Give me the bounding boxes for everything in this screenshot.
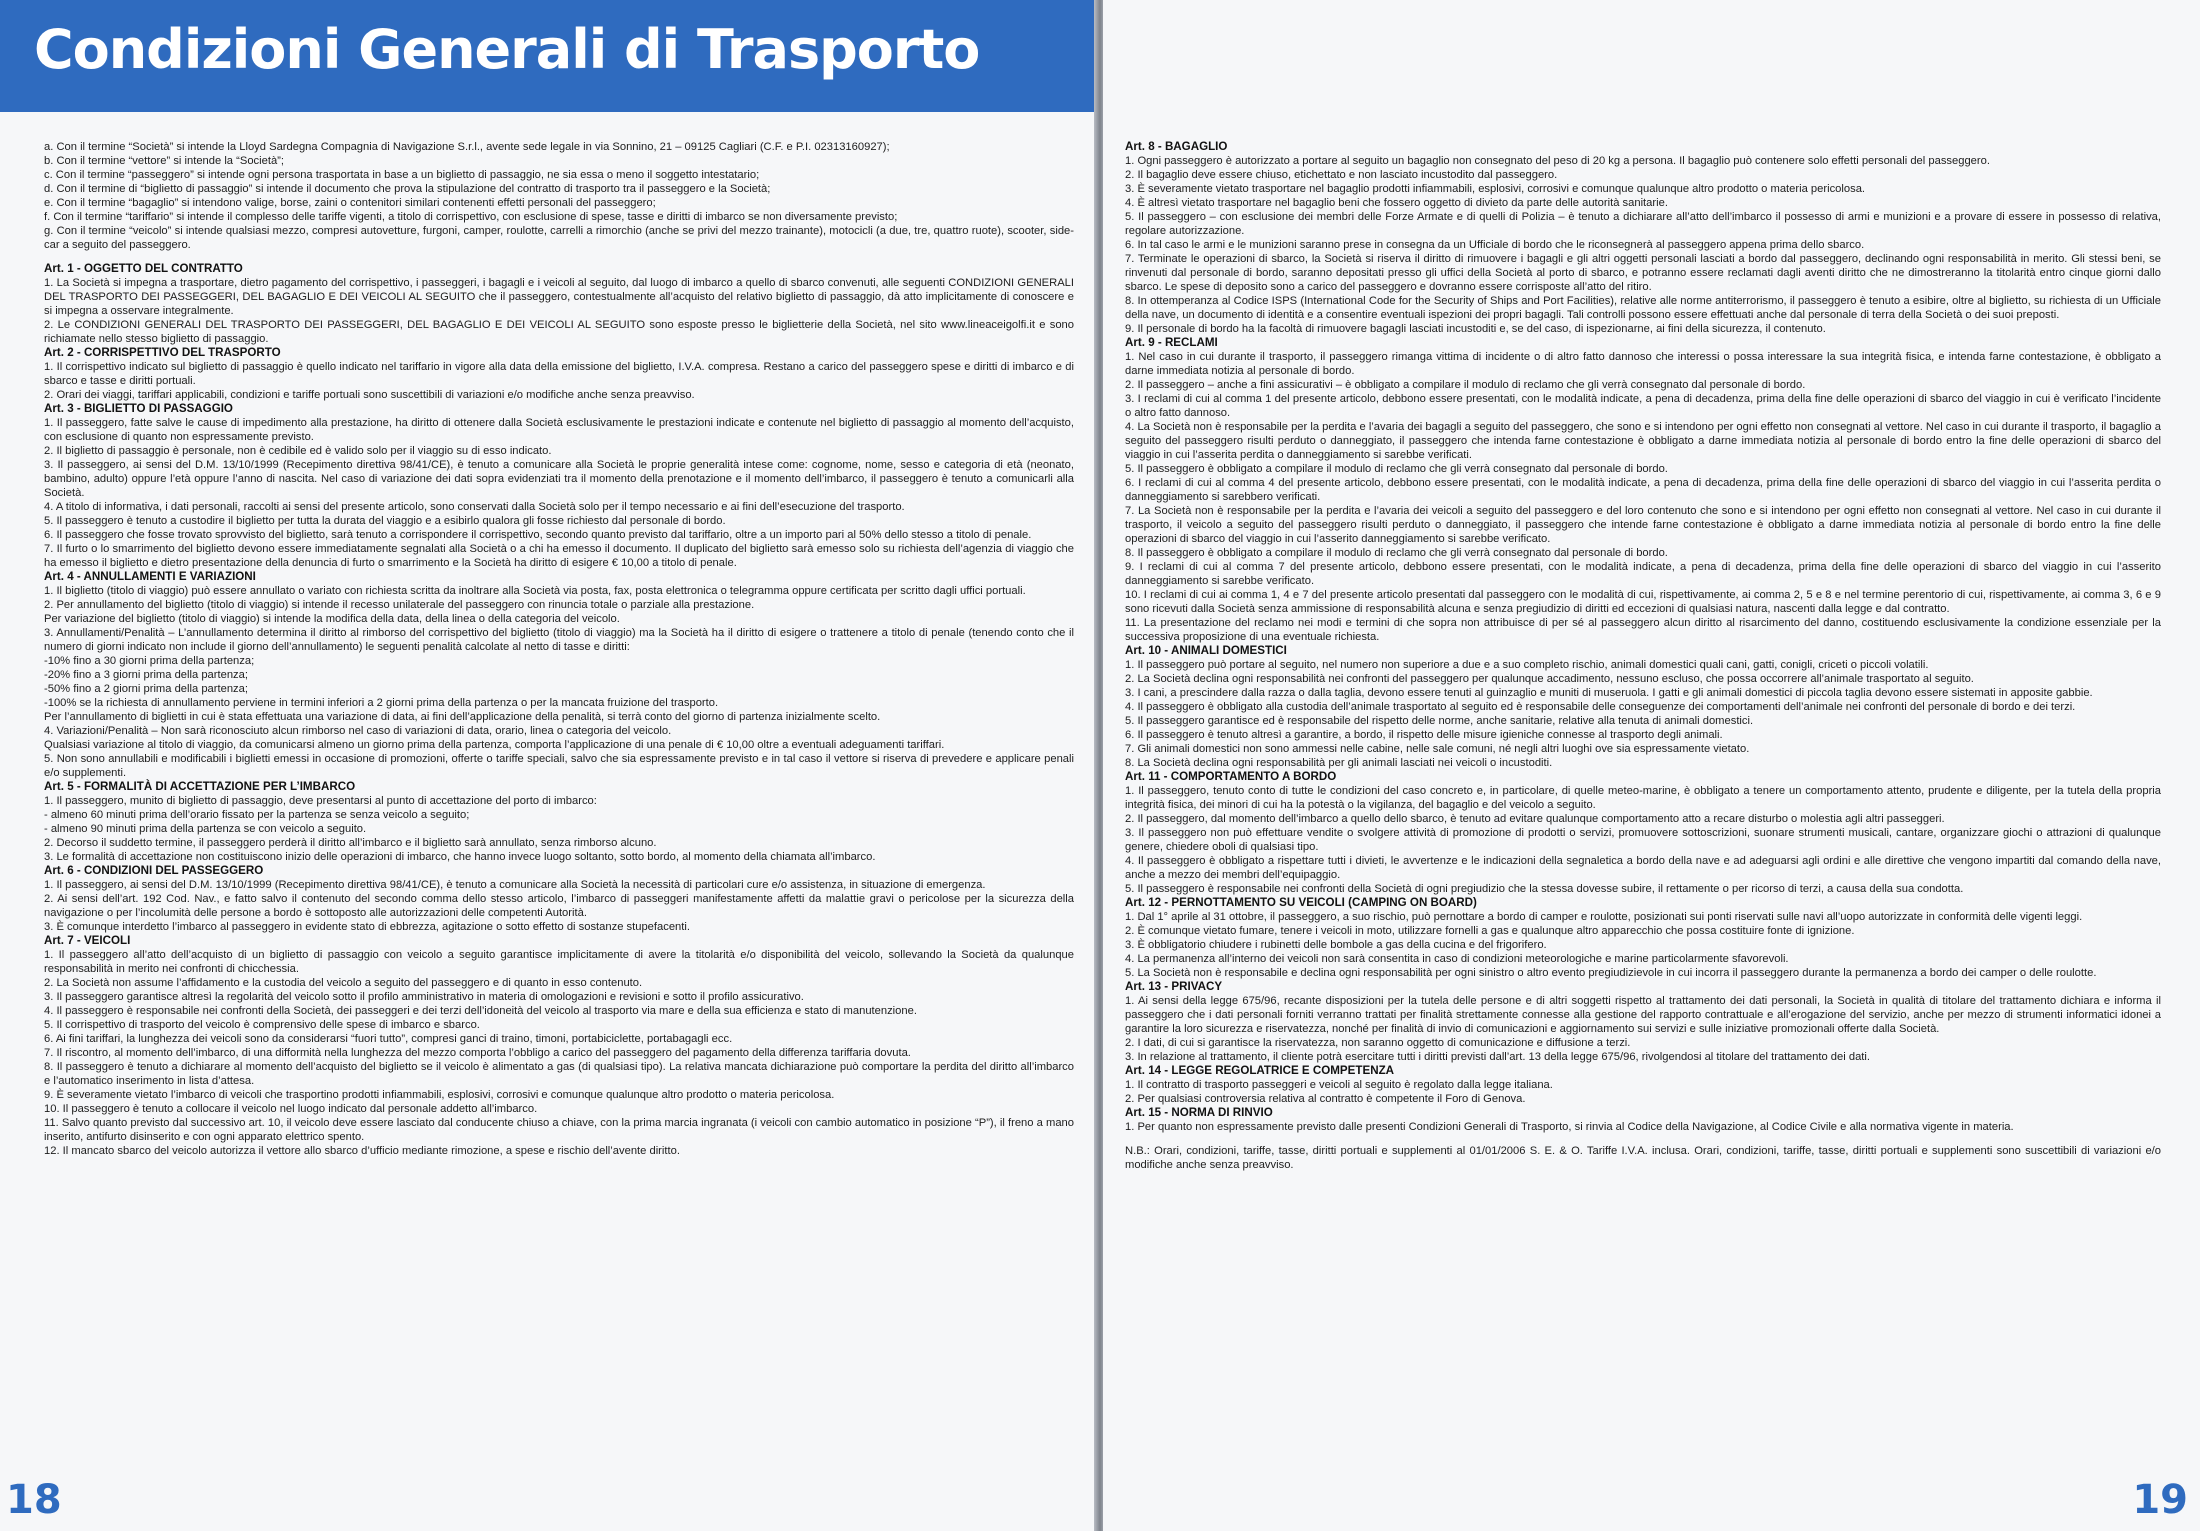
article-paragraph: 6. I reclami di cui al comma 4 del presente articolo, debbono essere presentati, con le modalità indicate, a pena di decadenza, prima della fine delle operazioni di sbarco del viaggio in cui l’asserita perdita o danneggiamento si sarebbero verificati.: [1125, 477, 2161, 503]
article-paragraph: 2. Le CONDIZIONI GENERALI DEL TRASPORTO DEI PASSEGGERI, DEL BAGAGLIO E DEI VEICOLI AL SEGUITO sono esposte presso le biglietterie della Società, nel sito www.lineaceigolfi.it e sono richiamate nello stesso biglietto di passaggio.: [44, 319, 1074, 345]
article-paragraph: 7. La Società non è responsabile per la perdita e l’avaria dei veicoli a seguito del passeggero e del loro contenuto che sono e si intendono per ogni effetto non consegnati al vettore. Nel caso in cui durante il trasporto, il veicolo a seguito del passeggero risulti perduto o danneggiato, il passeggero che intende farne contestazione è obbligato a darne immediata notizia al personale di bordo entro la fine delle operazioni di sbarco del viaggio in cui l’asserito danneggiamento si sarebbe verificato.: [1125, 505, 2161, 545]
article-paragraph: 1. Il passeggero, tenuto conto di tutte le condizioni del caso concreto e, in particolare, di quelle meteo-marine, è obbligato a tenere un comportamento attento, prudente e diligente, per la tutela della propria integrità fisica, dei minori di cui ha la potestà o la vigilanza, del bagaglio e del veicolo a seguito.: [1125, 785, 2161, 811]
article-paragraph: 3. È comunque interdetto l’imbarco al passeggero in evidente stato di ebbrezza, agitazione o sotto effetto di sostanze stupefacenti.: [44, 921, 690, 933]
article-heading: Art. 2 - CORRISPETTIVO DEL TRASPORTO: [44, 346, 281, 359]
article-paragraph: 4. Il passeggero è obbligato a rispettare tutti i divieti, le avvertenze e le indicazioni della segnaletica a bordo della nave e ad adeguarsi agli ordini e alle direttive che vengono impartiti dal comando della nave, anche a mezzo dei membri dell’equipaggio.: [1125, 855, 2161, 881]
title-banner: [0, 0, 1097, 112]
article-paragraph: 2. Per annullamento del biglietto (titolo di viaggio) si intende il recesso unilaterale del passeggero con rinuncia totale o parziale alla prestazione.: [44, 599, 755, 611]
article-heading: Art. 13 - PRIVACY: [1125, 980, 1223, 993]
article-paragraph: 4. Il passeggero è responsabile nei confronti della Società, dei passeggeri e dei terzi dell’idoneità del veicolo al trasporto via mare e della sua efficienza e stato di manutenzione.: [44, 1005, 917, 1017]
article-paragraph: - almeno 90 minuti prima della partenza se con veicolo a seguito.: [44, 823, 367, 835]
article-paragraph: 7. Il furto o lo smarrimento del biglietto devono essere immediatamente segnalati alla Società o a chi ha emesso il documento. Il duplicato del biglietto sarà emesso solo su richiesta dell’agenzia di viaggio che ha emesso il biglietto e dietro presentazione della denuncia di furto o smarrimento e la Società ha diritto di esigere € 10,00 a titolo di penale.: [44, 543, 1074, 569]
spacer: [44, 252, 1074, 262]
article-paragraph: 4. Il passeggero è obbligato alla custodia dell’animale trasportato al seguito ed è responsabile delle conseguenze dei comportamenti dell’animale nei confronti del personale di bordo e dei terzi.: [1125, 701, 2076, 713]
article-paragraph: 2. Decorso il suddetto termine, il passeggero perderà il diritto all’imbarco e il biglietto sarà annullato, senza rimborso alcuno.: [44, 837, 657, 849]
article-paragraph: 5. Il passeggero – con esclusione dei membri delle Forze Armate e di quelli di Polizia – è tenuto a dichiarare all’atto dell’imbarco il possesso di armi e munizioni e a provare di essere in possesso di relativa, regolare autorizzazione.: [1125, 211, 2161, 237]
definition-item: e. Con il termine “bagaglio” si intendono valige, borse, zaini o contenitori similari contenenti effetti personali del passeggero;: [44, 197, 656, 209]
article-paragraph: 8. In ottemperanza al Codice ISPS (International Code for the Security of Ships and Port Facilities), relative alle norme antiterrorismo, il passeggero è tenuto a esibire, oltre al biglietto, su richiesta di un Ufficiale della nave, un documento di identità e a consentire eventuali ispezioni dei propri bagagli. Tali controlli possono essere effettuati anche dal personale di terra della Società o dei suoi preposti.: [1125, 295, 2161, 321]
article-paragraph: 2. Il passeggero, dal momento dell’imbarco a quello dello sbarco, è tenuto ad evitare qualunque comportamento atto a recare disturbo o molestia agli altri passeggeri.: [1125, 813, 1945, 825]
article-paragraph: 3. Annullamenti/Penalità – L’annullamento determina il diritto al rimborso del corrispettivo del biglietto (titolo di viaggio) ma la Società ha il diritto di esigere o trattenere a titolo di penale (tenendo conto che il numero di giorni indicato non include il giorno dell’annullamento) le seguenti penalità calcolate al netto di tasse e diritti:: [44, 627, 1074, 653]
definition-item: g. Con il termine “veicolo” si intende qualsiasi mezzo, compresi autovetture, furgoni, camper, roulotte, carrelli a rimorchio (anche se privi del mezzo trainante), motocicli (a due, tre, quattro ruote), scooter, side-car a seguito del passeggero.: [44, 225, 1074, 251]
article-paragraph: -50% fino a 2 giorni prima della partenza;: [44, 683, 248, 695]
article-heading: Art. 7 - VEICOLI: [44, 934, 131, 947]
definition-item: f. Con il termine “tariffario” si intende il complesso delle tariffe vigenti, a titolo di corrispettivo, con esclusione di spese, tasse e diritti di imbarco se non diversamente previsto;: [44, 211, 898, 223]
article-heading: Art. 6 - CONDIZIONI DEL PASSEGGERO: [44, 864, 264, 877]
footnote-nb: N.B.: Orari, condizioni, tariffe, tasse, diritti portuali e supplementi al 01/01/2006 S. E. & O. Tariffe I.V.A. inclusa. Orari, condizioni, tariffe, tasse, diritti portuali e supplementi sono suscettibili di variazioni e/o modifiche anche senza preavviso.: [1125, 1145, 2161, 1171]
article-paragraph: 6. In tal caso le armi e le munizioni saranno prese in consegna da un Ufficiale di bordo che le riconsegnerà al passeggero appena prima dello sbarco.: [1125, 239, 1865, 251]
right-column: [1125, 140, 2161, 1172]
article-heading: Art. 8 - BAGAGLIO: [1125, 140, 1228, 153]
article-paragraph: 7. Gli animali domestici non sono ammessi nelle cabine, nelle sale comuni, né negli altri luoghi ove sia espressamente vietato.: [1125, 743, 1750, 755]
article-paragraph: 2. Il bagaglio deve essere chiuso, etichettato e non lasciato incustodito dal passeggero.: [1125, 169, 1558, 181]
article-paragraph: 2. Il passeggero – anche a fini assicurativi – è obbligato a compilare il modulo di reclamo che gli verrà consegnato dal personale di bordo.: [1125, 379, 1806, 391]
article-paragraph: 9. È severamente vietato l’imbarco di veicoli che trasportino prodotti infiammabili, esplosivi, corrosivi e comunque qualunque altro prodotto o materia pericolosa.: [44, 1089, 835, 1101]
page-number: 19: [2132, 1477, 2188, 1523]
definition-item: b. Con il termine “vettore” si intende la “Società”;: [44, 155, 285, 167]
article-paragraph: 2. La Società non assume l’affidamento e la custodia del veicolo a seguito del passeggero e di quanto in esso contenuto.: [44, 977, 643, 989]
article-paragraph: 5. Il passeggero è responsabile nei confronti della Società di ogni pregiudizio che la stessa dovesse subire, il rettamente o per ricorso di terzi, a causa della sua condotta.: [1125, 883, 1964, 895]
article-paragraph: 3. In relazione al trattamento, il cliente potrà esercitare tutti i diritti previsti dall’art. 13 della legge 675/96, rivolgendosi al titolare del trattamento dei dati.: [1125, 1051, 1870, 1063]
article-paragraph: 5. Il passeggero è tenuto a custodire il biglietto per tutta la durata del viaggio e a esibirlo qualora gli fosse richiesto dal personale di bordo.: [44, 515, 726, 527]
article-paragraph: 1. Il passeggero può portare al seguito, nel numero non superiore a due e a suo completo rischio, animali domestici quali cani, gatti, conigli, criceti o piccoli volatili.: [1125, 659, 1929, 671]
article-paragraph: 11. La presentazione del reclamo nei modi e termini di che sopra non attribuisce di per sé al passeggero alcun diritto al risarcimento del danno, costituendo esclusivamente la condizione essenziale per la successiva proposizione di una eventuale richiesta.: [1125, 617, 2161, 643]
article-heading: Art. 15 - NORMA DI RINVIO: [1125, 1106, 1273, 1119]
article-heading: Art. 3 - BIGLIETTO DI PASSAGGIO: [44, 402, 233, 415]
article-heading: Art. 10 - ANIMALI DOMESTICI: [1125, 644, 1287, 657]
article-paragraph: 1. Dal 1° aprile al 31 ottobre, il passeggero, a suo rischio, può pernottare a bordo di camper e roulotte, posizionati sui ponti riservati sulle navi all’uopo autorizzate in conformità delle vigenti leggi.: [1125, 911, 2083, 923]
article-paragraph: 10. I reclami di cui ai comma 1, 4 e 7 del presente articolo presentati dal passeggero con le modalità di cui, rispettivamente, ai comma 2, 5 e 8 e nel termine perentorio di cui, rispettivamente, ai comma 3, 6 e 9 sono ricevuti dalla Società senza ammissione di responsabilità alcuna e senza pregiudizio di diritti ed eccezioni di qualsiasi natura, nascenti dalla legge e dal contratto.: [1125, 589, 2161, 615]
article-paragraph: 2. La Società declina ogni responsabilità nei confronti del passeggero per qualunque accadimento, nessuno escluso, che possa occorrere all’animale trasportato al seguito.: [1125, 673, 1974, 685]
article-paragraph: 4. A titolo di informativa, i dati personali, raccolti ai sensi del presente articolo, sono conservati dalla Società solo per il tempo necessario e ai fini dell’esecuzione del trasporto.: [44, 501, 905, 513]
page-title: Condizioni Generali di Trasporto: [34, 18, 980, 81]
article-paragraph: 1. Il passeggero, munito di biglietto di passaggio, deve presentarsi al punto di accettazione del porto di imbarco:: [44, 795, 597, 807]
definition-item: d. Con il termine di “biglietto di passaggio” si intende il documento che prova la stipulazione del contratto di trasporto tra il passeggero e la Società;: [44, 183, 771, 195]
article-paragraph: 11. Salvo quanto previsto dal successivo art. 10, il veicolo deve essere lasciato dal conducente chiuso a chiave, con la prima marcia ingranata (i veicoli con cambio automatico in posizione “P”), il freno a mano inserito, antifurto disinserito e con ogni apparato elettrico spento.: [44, 1117, 1074, 1143]
article-paragraph: 10. Il passeggero è tenuto a collocare il veicolo nel luogo indicato dal personale addetto all’imbarco.: [44, 1103, 538, 1115]
right-page: [1103, 0, 2200, 1531]
article-paragraph: 2. Il biglietto di passaggio è personale, non è cedibile ed è valido solo per il viaggio su di esso indicato.: [44, 445, 552, 457]
article-paragraph: 8. Il passeggero è tenuto a dichiarare al momento dell’acquisto del biglietto se il veicolo è alimentato a gas (di qualsiasi tipo). La relativa mancata dichiarazione può comportare la perdita del diritto all’imbarco e l’automatico inserimento in lista d’attesa.: [44, 1061, 1074, 1087]
article-paragraph: 4. La Società non è responsabile per la perdita e l’avaria dei bagagli a seguito del passeggero, che sono e si intendono per ogni effetto non consegnati al vettore. Nel caso in cui durante il trasporto, il bagaglio a seguito del passeggero risulti perduto o danneggiato, il passeggero che intenda farne contestazione è obbligato a darne immediata notizia al personale di bordo entro la fine delle operazioni di sbarco del viaggio in cui l’asserita perdita o danneggiamento si sarebbe verificati.: [1125, 421, 2161, 461]
article-heading: Art. 5 - FORMALITÀ DI ACCETTAZIONE PER L’IMBARCO: [44, 780, 356, 793]
article-paragraph: 1. Nel caso in cui durante il trasporto, il passeggero rimanga vittima di incidente o di altro fatto dannoso che interessi o possa interessare la sua integrità fisica, e intenda farne contestazione, è obbligato a darne immediata notizia al personale di bordo.: [1125, 351, 2161, 377]
article-paragraph: 6. Il passeggero che fosse trovato sprovvisto del biglietto, sarà tenuto a corrispondere il corrispettivo, secondo quanto previsto dal tariffario, oltre a un importo pari al 50% dello stesso a titolo di penale.: [44, 529, 1032, 541]
article-paragraph: 3. I cani, a prescindere dalla razza o dalla taglia, devono essere tenuti al guinzaglio e muniti di museruola. I gatti e gli animali domestici di piccola taglia devono essere sistemati in apposite gabbie.: [1125, 687, 2093, 699]
article-paragraph: 5. Il passeggero è obbligato a compilare il modulo di reclamo che gli verrà consegnato dal personale di bordo.: [1125, 463, 1668, 475]
article-paragraph: 1. La Società si impegna a trasportare, dietro pagamento del corrispettivo, i passeggeri, i bagagli e i veicoli al seguito, dal luogo di imbarco a quello di sbarco convenuti, alle seguenti CONDIZIONI GENERALI DEL TRASPORTO DEI PASSEGGERI, DEL BAGAGLIO E DEI VEICOLI AL SEGUITO che il passeggero, contestualmente all’acquisto del relativo biglietto di passaggio, dà atto implicitamente di conoscere e si impegna a osservare integralmente.: [44, 277, 1074, 317]
article-paragraph: 6. Il passeggero è tenuto altresì a garantire, a bordo, il rispetto delle misure igieniche connesse al trasporto degli animali.: [1125, 729, 1723, 741]
left-page: [0, 0, 1097, 1531]
article-heading: Art. 14 - LEGGE REGOLATRICE E COMPETENZA: [1125, 1064, 1395, 1077]
article-paragraph: 8. Il passeggero è obbligato a compilare il modulo di reclamo che gli verrà consegnato dal personale di bordo.: [1125, 547, 1668, 559]
article-paragraph: 3. Il passeggero, ai sensi del D.M. 13/10/1999 (Recepimento direttiva 98/41/CE), è tenuto a comunicare alla Società le proprie generalità intese come: cognome, nome, sesso e categoria di età (neonato, bambino, adulto) oppure l’età oppure l’anno di nascita. Nel caso di variazione dei dati sopra evidenziati tra il momento della prenotazione e il momento dell’imbarco, il passeggero è tenuto a comunicarli alla Società.: [44, 459, 1074, 499]
article-paragraph: 7. Terminate le operazioni di sbarco, la Società si riserva il diritto di rimuovere i bagagli e gli altri oggetti personali lasciati a bordo dal passeggero, declinando ogni responsabilità in merito. Gli stessi beni, se rinvenuti dal personale di bordo, saranno depositati presso gli uffici della Società al porto di sbarco, e potranno essere reclamati dagli aventi diritto che ne dimostreranno la titolarità entro cinque giorni dallo sbarco. Le spese di deposito sono a carico del passeggero e dovranno essere corrisposte all’atto del ritiro.: [1125, 253, 2161, 293]
article-paragraph: 1. Il biglietto (titolo di viaggio) può essere annullato o variato con richiesta scritta da inoltrare alla Società via posta, fax, posta elettronica o telegramma oppure certificata per scritto dagli uffici portuali.: [44, 585, 1026, 597]
article-paragraph: 6. Ai fini tariffari, la lunghezza dei veicoli sono da considerarsi “fuori tutto”, compresi ganci di traino, timoni, portabiciclette, portabagagli ecc.: [44, 1033, 733, 1045]
article-paragraph: 1. Il passeggero, ai sensi del D.M. 13/10/1999 (Recepimento direttiva 98/41/CE), è tenuto a comunicare alla Società la necessità di particolari cure e/o assistenza, in situazione di emergenza.: [44, 879, 986, 891]
article-paragraph: 2. È comunque vietato fumare, tenere i veicoli in moto, utilizzare fornelli a gas e qualunque altro apparecchio che possa costituire fonte di ignizione.: [1125, 925, 1855, 937]
article-paragraph: 1. Il passeggero, fatte salve le cause di impedimento alla prestazione, ha diritto di ottenere dalla Società esclusivamente le prestazioni indicate e contenute nel biglietto di passaggio al momento dell’acquisto, con esclusione di quanto non espressamente previsto.: [44, 417, 1074, 443]
definition-item: a. Con il termine “Società” si intende la Lloyd Sardegna Compagnia di Navigazione S.r.l., avente sede legale in via Sonnino, 21 – 09125 Cagliari (C.F. e P.I. 02313160927);: [44, 141, 890, 153]
article-paragraph: 1. Ogni passeggero è autorizzato a portare al seguito un bagaglio non consegnato del peso di 20 kg a persona. Il bagaglio può contenere solo effetti personali del passeggero.: [1125, 155, 1990, 167]
article-paragraph: 9. I reclami di cui al comma 7 del presente articolo, debbono essere presentati, con le modalità indicate, a pena di decadenza, prima della fine delle operazioni di sbarco del viaggio in cui l’asserito danneggiamento si sarebbe verificato.: [1125, 561, 2161, 587]
article-paragraph: 3. I reclami di cui al comma 1 del presente articolo, debbono essere presentati, con le modalità indicate, a pena di decadenza, prima della fine delle operazioni di sbarco del viaggio in cui è verificato l’incidente o altro fatto dannoso.: [1125, 393, 2161, 419]
article-paragraph: 3. È obbligatorio chiudere i rubinetti delle bombole a gas della cucina e del frigorifero.: [1125, 939, 1547, 951]
article-paragraph: 3. Le formalità di accettazione non costituiscono inizio delle operazioni di imbarco, che hanno invece luogo soltanto, sotto bordo, al momento della chiamata all’imbarco.: [44, 851, 876, 863]
page-number: 18: [6, 1477, 62, 1523]
article-heading: Art. 11 - COMPORTAMENTO A BORDO: [1125, 770, 1337, 783]
article-paragraph: 3. È severamente vietato trasportare nel bagaglio prodotti infiammabili, esplosivi, corrosivi e comunque qualunque altro prodotto o materia pericolosa.: [1125, 183, 1866, 195]
article-paragraph: 5. La Società non è responsabile e declina ogni responsabilità per ogni sinistro o altro evento pregiudizievole in cui incorra il passeggero durante la permanenza a bordo dei camper o delle roulotte.: [1125, 967, 2097, 979]
article-paragraph: 2. Per qualsiasi controversia relativa al contratto è competente il Foro di Genova.: [1125, 1093, 1526, 1105]
article-paragraph: 3. Il passeggero garantisce altresì la regolarità del veicolo sotto il profilo amministrativo in materia di omologazioni e revisioni e sotto il profilo assicurativo.: [44, 991, 804, 1003]
article-heading: Art. 12 - PERNOTTAMENTO SU VEICOLI (CAMPING ON BOARD): [1125, 896, 1477, 909]
article-heading: Art. 9 - RECLAMI: [1125, 336, 1218, 349]
article-paragraph: 1. Il corrispettivo indicato sul biglietto di passaggio è quello indicato nel tariffario in vigore alla data della emissione del biglietto, I.V.A. compresa. Restano a carico del passeggero spese e diritti di imbarco e di sbarco e tasse e diritti portuali.: [44, 361, 1074, 387]
article-paragraph: 4. Variazioni/Penalità – Non sarà riconosciuto alcun rimborso nel caso di variazioni di data, orario, linea o categoria del veicolo.: [44, 725, 672, 737]
article-paragraph: 5. Il passeggero garantisce ed è responsabile del rispetto delle norme, anche sanitarie, relative alla tenuta di animali domestici.: [1125, 715, 1754, 727]
left-column: [44, 140, 1074, 1158]
article-paragraph: 1. Per quanto non espressamente previsto dalle presenti Condizioni Generali di Trasporto, si rinvia al Codice della Navigazione, al Codice Civile e alla normativa vigente in materia.: [1125, 1121, 2014, 1133]
article-paragraph: 12. Il mancato sbarco del veicolo autorizza il vettore allo sbarco d’ufficio mediante rimozione, a spese e rischio dell’avente diritto.: [44, 1145, 680, 1157]
article-paragraph: 2. I dati, di cui si garantisce la riservatezza, non saranno oggetto di comunicazione e diffusione a terzi.: [1125, 1037, 1631, 1049]
article-paragraph: 2. Orari dei viaggi, tariffari applicabili, condizioni e tariffe portuali sono suscettibili di variazioni e/o modifiche anche senza preavviso.: [44, 389, 695, 401]
article-paragraph: 2. Ai sensi dell’art. 192 Cod. Nav., e fatto salvo il contenuto del secondo comma dello stesso articolo, l’imbarco di passeggeri manifestamente affetti da malattie gravi o pericolose per la sicurezza della navigazione o per l’incolumità delle persone a bordo è sottoposto alle autorizzazioni delle competenti Autorità.: [44, 893, 1074, 919]
article-paragraph: 3. Il passeggero non può effettuare vendite o svolgere attività di promozione di prodotti o servizi, promuovere sottoscrizioni, suonare strumenti musicali, cantare, organizzare giochi o attrazioni di qualunque genere, chiedere oboli di qualsiasi tipo.: [1125, 827, 2161, 853]
article-paragraph: 1. Ai sensi della legge 675/96, recante disposizioni per la tutela delle persone e di altri soggetti rispetto al trattamento dei dati personali, la Società in qualità di titolare del trattamento dichiara e informa il passeggero che i dati personali forniti verranno trattati per finalità strettamente connesse alla gestione del rapporto contrattuale e all’erogazione del servizio, anche per mezzo di strumenti informatici idonei a garantire la loro sicurezza e riservatezza, nonché per finalità di invio di comunicazioni e aggiornamento sui servizi e sulle iniziative promozionali offerte dalla Società.: [1125, 995, 2161, 1035]
article-paragraph: 1. Il passeggero all’atto dell’acquisto di un biglietto di passaggio con veicolo a seguito garantisce implicitamente di avere la titolarità e/o disponibilità del veicolo, sollevando la Società da qualunque responsabilità in merito nei confronti di chicchessia.: [44, 949, 1074, 975]
article-paragraph: 8. La Società declina ogni responsabilità per gli animali lasciati nei veicoli o incustoditi.: [1125, 757, 1553, 769]
article-paragraph: -10% fino a 30 giorni prima della partenza;: [44, 655, 255, 667]
article-paragraph: Qualsiasi variazione al titolo di viaggio, da comunicarsi almeno un giorno prima della partenza, comporta l’applicazione di una penale di € 10,00 oltre a eventuali adeguamenti tariffari.: [44, 739, 945, 751]
article-paragraph: 4. La permanenza all’interno dei veicoli non sarà consentita in caso di condizioni meteorologiche e marine particolarmente sfavorevoli.: [1125, 953, 1789, 965]
article-paragraph: -20% fino a 3 giorni prima della partenza;: [44, 669, 248, 681]
definition-item: c. Con il termine “passeggero” si intende ogni persona trasportata in base a un biglietto di passaggio, ne sia essa o meno il soggetto intestatario;: [44, 169, 760, 181]
article-heading: Art. 4 - ANNULLAMENTI E VARIAZIONI: [44, 570, 256, 583]
article-paragraph: 1. Il contratto di trasporto passeggeri e veicoli al seguito è regolato dalla legge italiana.: [1125, 1079, 1553, 1091]
article-paragraph: 9. Il personale di bordo ha la facoltà di rimuovere bagagli lasciati incustoditi e, se del caso, di ispezionarne, ai fini della sicurezza, il contenuto.: [1125, 323, 1826, 335]
article-paragraph: 7. Il riscontro, al momento dell’imbarco, di una difformità nella lunghezza del mezzo comporta l’obbligo a carico del passeggero del pagamento della differenza tariffaria dovuta.: [44, 1047, 911, 1059]
article-paragraph: 5. Il corrispettivo di trasporto del veicolo è comprensivo delle spese di imbarco e sbarco.: [44, 1019, 480, 1031]
article-paragraph: Per variazione del biglietto (titolo di viaggio) si intende la modifica della data, della linea o della categoria del veicolo.: [44, 613, 620, 625]
article-heading: Art. 1 - OGGETTO DEL CONTRATTO: [44, 262, 243, 275]
article-paragraph: - almeno 60 minuti prima dell’orario fissato per la partenza se senza veicolo a seguito;: [44, 809, 470, 821]
article-paragraph: 4. È altresì vietato trasportare nel bagaglio beni che fossero oggetto di divieto da parte delle autorità sanitarie.: [1125, 197, 1668, 209]
article-paragraph: 5. Non sono annullabili e modificabili i biglietti emessi in occasione di promozioni, offerte o tariffe speciali, salvo che sia espressamente previsto e in tal caso il vettore si riserva di prevedere e applicare penali e/o supplementi.: [44, 753, 1074, 779]
article-paragraph: -100% se la richiesta di annullamento perviene in termini inferiori a 2 giorni prima della partenza o per la mancata fruizione del trasporto.: [44, 697, 719, 709]
article-paragraph: Per l’annullamento di biglietti in cui è stata effettuata una variazione di data, ai fini dell’applicazione della penalità, si terrà conto del giorno di partenza inizialmente scelto.: [44, 711, 881, 723]
